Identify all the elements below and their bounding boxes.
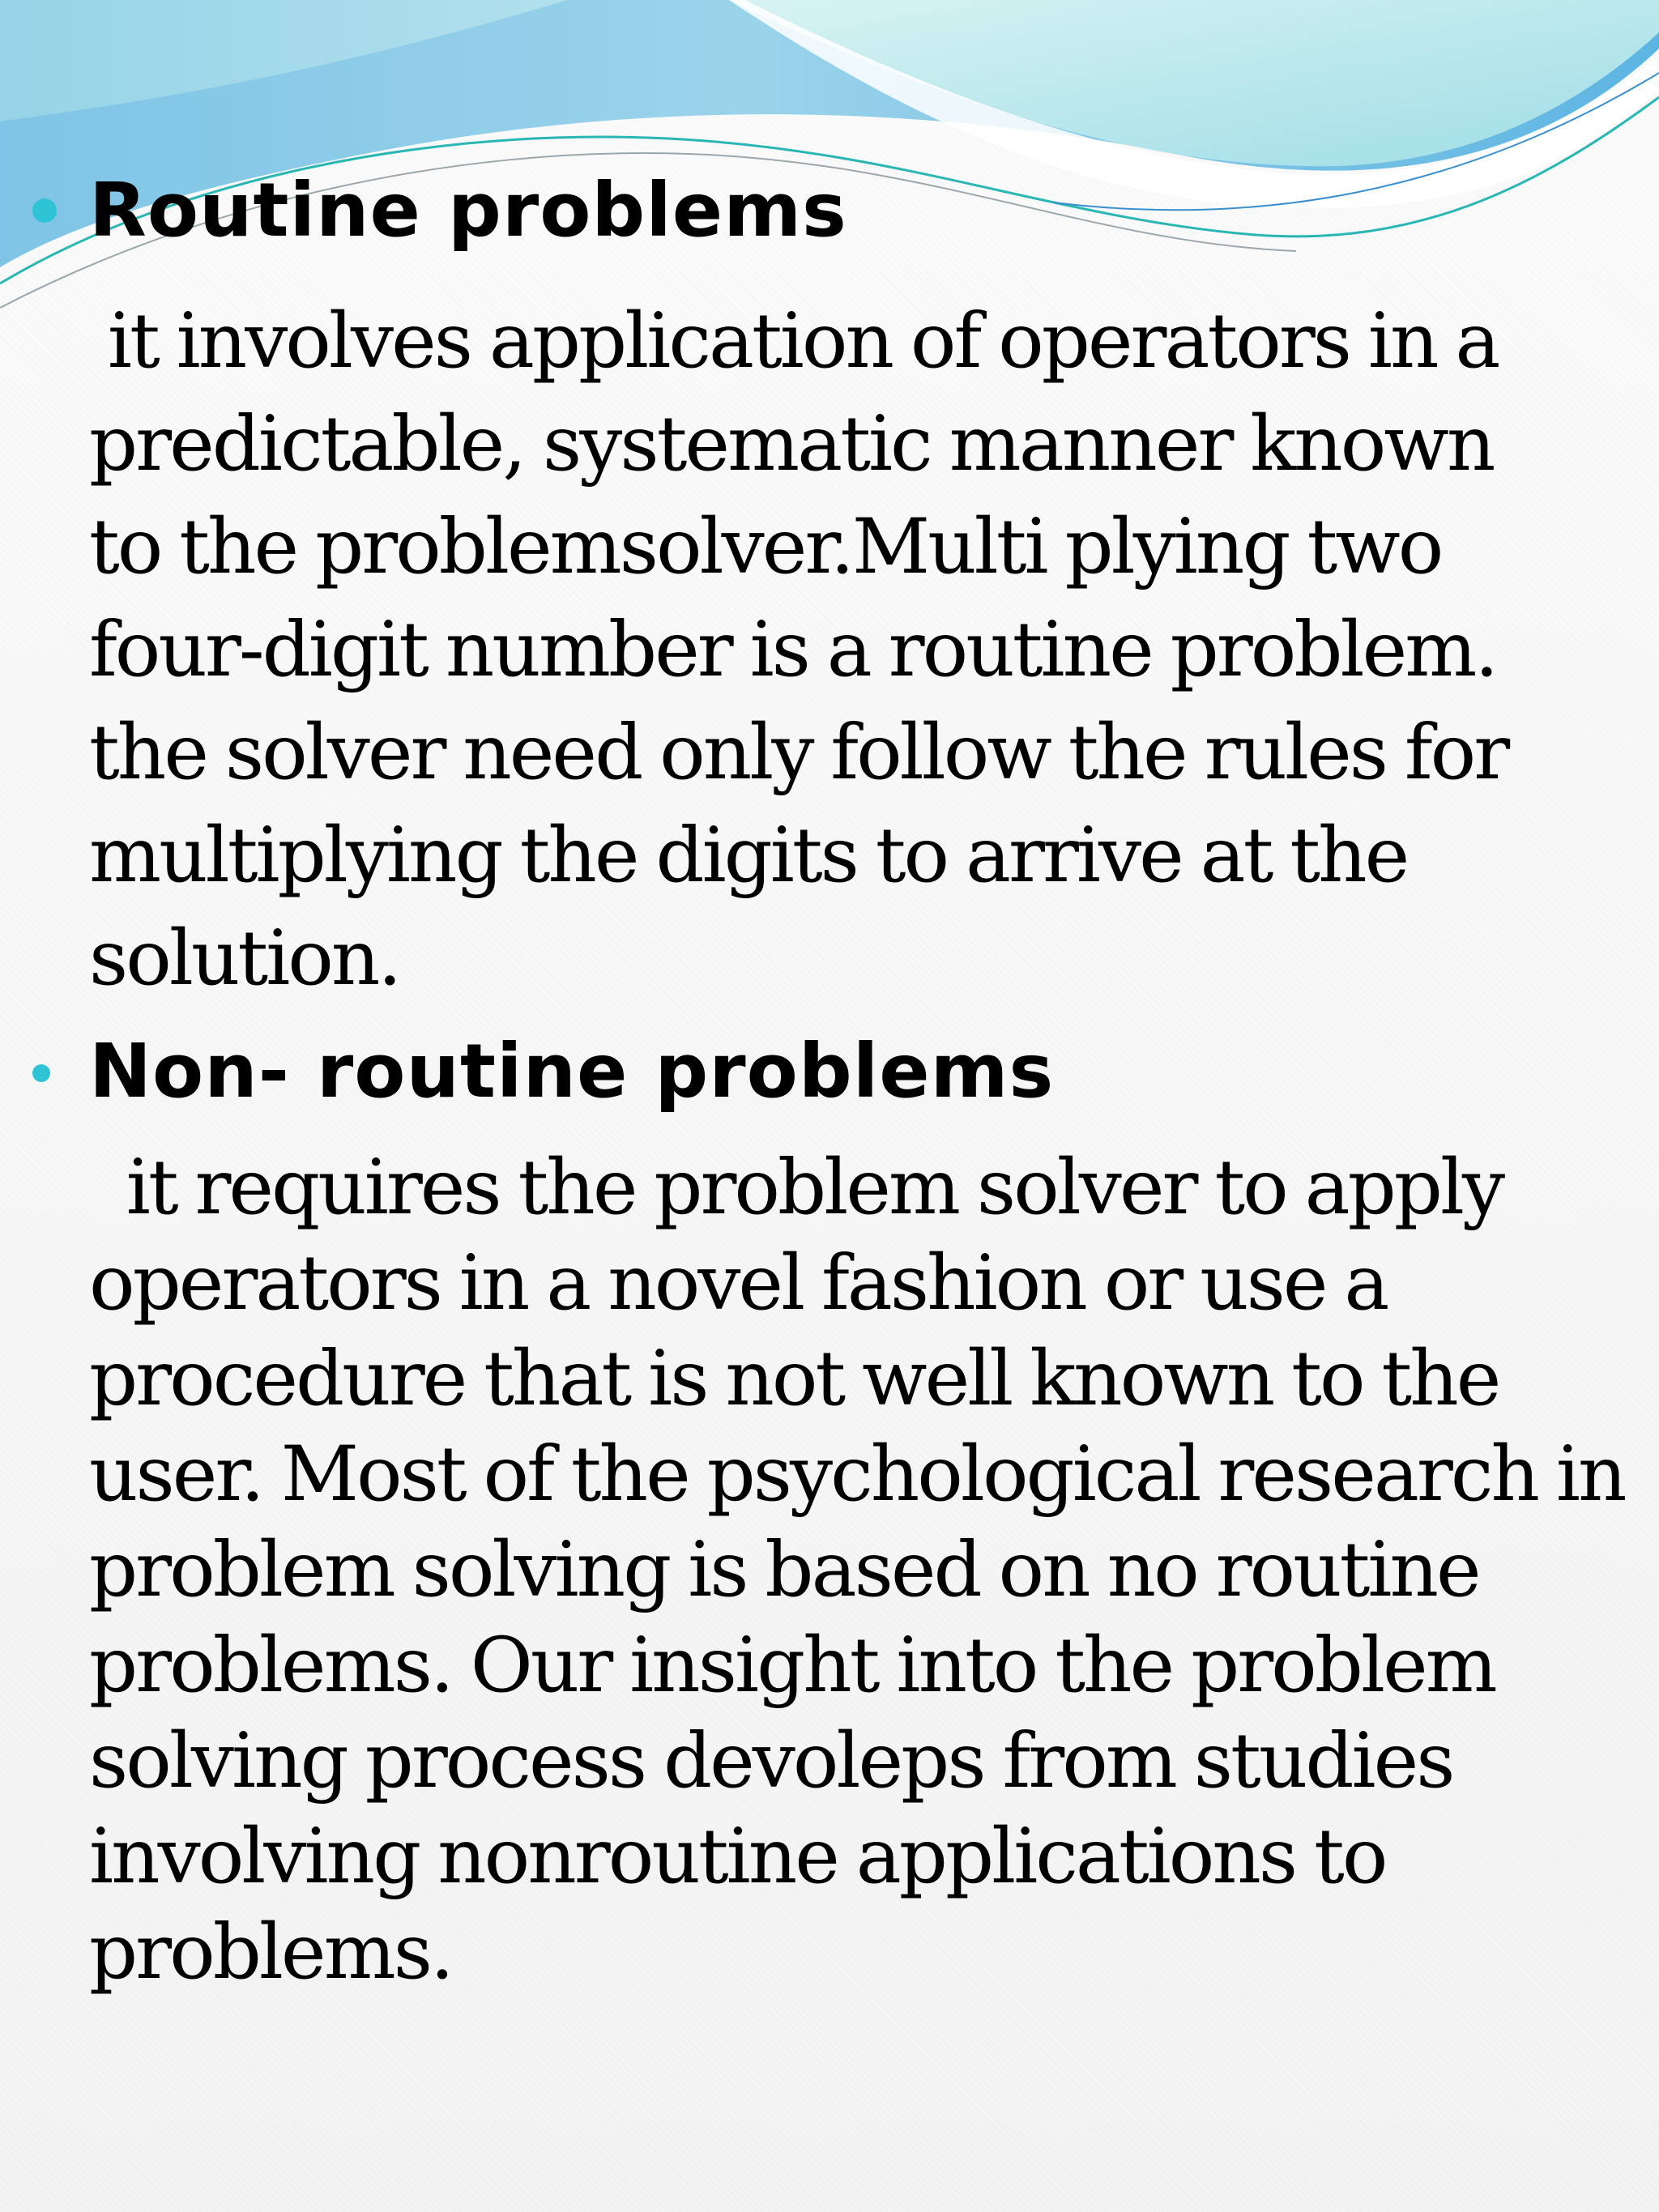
bullet-icon	[32, 1064, 50, 1082]
paragraph-line: predictable, systematic manner known	[89, 400, 1494, 488]
paragraph-line: it requires the problem solver to apply	[89, 1144, 1503, 1232]
paragraph-line: solving process devoleps from studies	[89, 1717, 1453, 1805]
paragraph-line: user. Most of the psychological research in	[89, 1430, 1625, 1519]
paragraph-line: four-digit number is a routine problem.	[89, 606, 1497, 694]
paragraph-routine	[89, 290, 1572, 1010]
bullet-icon	[32, 198, 57, 223]
paragraph-line: procedure that is not well known to the	[89, 1335, 1499, 1423]
paragraph-line: to the problemsolver.Multi plying two	[89, 503, 1442, 591]
paragraph-line: the solver need only follow the rules for	[89, 709, 1508, 797]
paragraph-line: involving nonroutine applications to	[89, 1813, 1386, 1901]
paragraph-line: problems. Our insight into the problem	[89, 1622, 1495, 1710]
paragraph-line: multiplying the digits to arrive at the	[89, 812, 1408, 900]
paragraph-line: solution.	[89, 914, 400, 1003]
paragraph-line: operators in a novel fashion or use a	[89, 1239, 1388, 1328]
paragraph-non-routine	[89, 1140, 1625, 2001]
paragraph-line: it involves application of operators in a	[89, 297, 1499, 386]
heading-routine-problems: Routine problems	[89, 167, 847, 254]
paragraph-line: problems.	[89, 1908, 452, 1997]
heading-non-routine-problems: Non- routine problems	[89, 1028, 1055, 1115]
paragraph-line: problem solving is based on no routine	[89, 1526, 1479, 1614]
